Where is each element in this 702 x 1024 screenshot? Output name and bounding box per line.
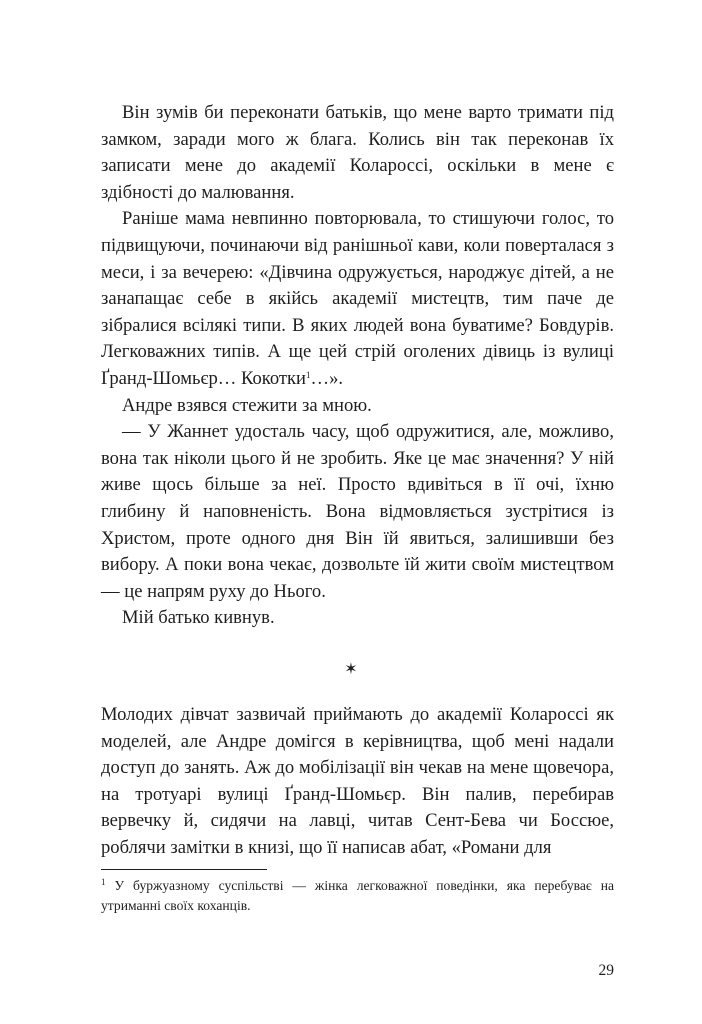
paragraph-4: — У Жаннет удосталь часу, щоб одружитися, але, можливо, вона так ніколи цього й не зробить. Яке це має значення? У ній живе щось більше за неї. Просто вдивіться в її очі, їхню глибину й наповненість. Вона відмовляється зустрітися із Христом, проте одного дня Він їй явиться, залишивши без вибору. А поки вона чекає, дозвольте їй жити своїм мистецтвом — це напрям руху до Нього.: [101, 421, 614, 602]
paragraph-5: Мій батько кивнув.: [122, 607, 275, 629]
paragraph-2-text: Раніше мама невпинно повторювала, то стишуючи голос, то підвищуючи, починаючи від ранішньої кави, коли поверталася з меси, і за вечерею: «Дівчина одружується, народжує дітей, а не занапащає себе в якійсь академії мистецтв, тим паче де зібралися всілякі типи. В яких людей вона буватиме? Бовдурів. Легковажних типів. А ще цей стрій оголених дівиць із вулиці Ґранд-Шомьєр… Кокотки: [101, 208, 614, 389]
footnote-divider: [101, 869, 267, 870]
paragraph-2: [101, 206, 614, 392]
main-text-before-break: [101, 100, 614, 632]
paragraph-3: Андре взявся стежити за мною.: [122, 394, 372, 416]
section-break-star: ✶: [344, 661, 358, 678]
paragraph-2-ending: …».: [310, 367, 344, 389]
footnote-text: У буржуазному суспільстві — жінка легковажної поведінки, яка перебуває на утриманні своїх коханців.: [101, 878, 614, 913]
paragraph-1: Він зумів би переконати батьків, що мене варто тримати під замком, заради мого ж блага. Колись він так переконав їх записати мене до академії Колароссі, оскільки в мене є здібності до малювання.: [101, 102, 614, 203]
page-number: 29: [598, 962, 614, 979]
footnote-reference: 1: [306, 369, 311, 380]
footnote: [101, 876, 614, 916]
footnote-number: 1: [101, 877, 106, 887]
paragraph-6: Молодих дівчат зазвичай приймають до академії Колароссі як моделей, але Андре домігся в керівництва, щоб мені надали доступ до занять. Аж до мобілізації він чекав на мене щовечора, на тротуарі вулиці Ґранд-Шомьєр. Він палив, перебирав вервечку й, сидячи на лавці, читав Сент-Бева чи Боссюе, роблячи замітки в книзі, що її написав абат, «Романи для: [101, 704, 614, 858]
main-text-after-break: [101, 702, 614, 862]
